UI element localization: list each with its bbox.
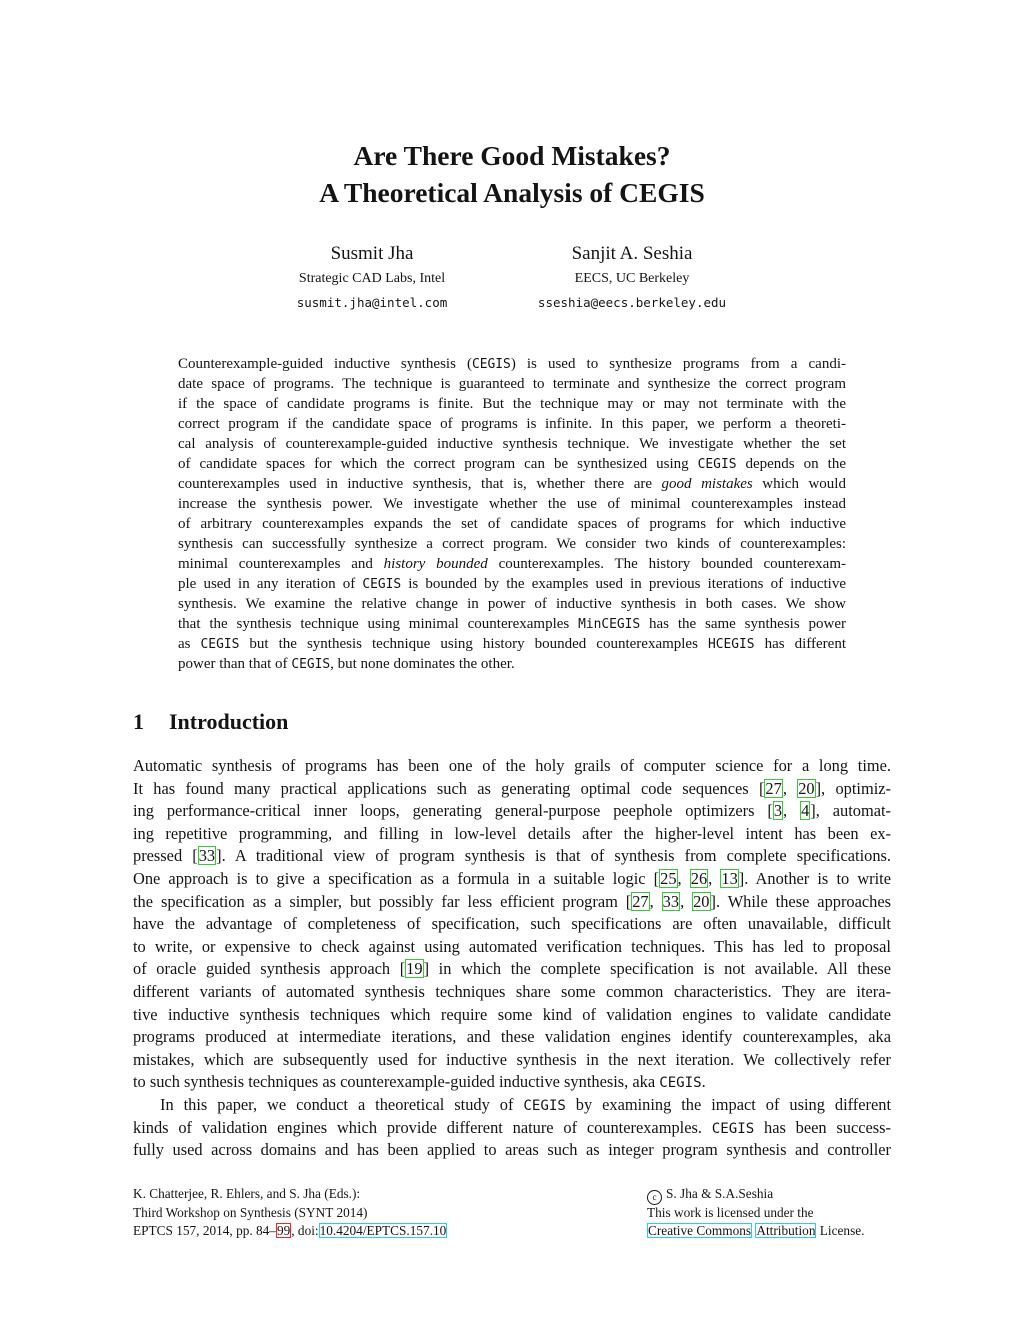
author-2-name: Sanjit A. Seshia <box>571 243 693 264</box>
copyright-icon: c <box>647 1190 662 1205</box>
body-line: In this paper, we conduct a theoretical study of CEGIS by examining the impact of using different <box>160 1095 891 1114</box>
doi-link[interactable]: 10.4204/EPTCS.157.10 <box>319 1223 447 1238</box>
body-line: the specification as a simpler, but possibly far less efficient program [27, 33, 20]. While these approaches <box>133 891 892 911</box>
body-line: It has found many practical applications such as generating optimal code sequences [27, 20], optimiz- <box>133 778 891 798</box>
citation-link[interactable]: 3 <box>773 801 783 821</box>
abstract-line: minimal counterexamples and history bounded counterexamples. The history bounded counterexam- <box>178 556 846 572</box>
citation-link[interactable]: 25 <box>660 869 677 888</box>
section-number: 1 <box>133 709 144 734</box>
abstract-line: cal analysis of counterexample-guided inductive synthesis technique. We investigate whether the set <box>178 436 846 452</box>
footer-eptcs: EPTCS 157, 2014, pp. 84–99, doi:10.4204/EPTCS.157.10 <box>133 1223 447 1238</box>
abstract-line: of arbitrary counterexamples expands the set of candidate spaces of programs for which inductive <box>178 516 846 532</box>
body-line: different variants of automated synthesis techniques share some common characteristics. They are itera- <box>133 982 891 1001</box>
paper-title-line-1: Are There Good Mistakes? <box>353 140 671 171</box>
body-line: mistakes, which are subsequently used for inductive synthesis in the next iteration. We collectively refer <box>133 1049 891 1069</box>
abstract-line: ple used in any iteration of CEGIS is bounded by the examples used in previous iterations of inductive <box>178 576 846 592</box>
paper-title-line-2: A Theoretical Analysis of CEGIS <box>319 177 705 208</box>
abstract-line: that the synthesis technique using minimal counterexamples MinCEGIS has the same synthesis power <box>178 616 846 632</box>
body-line: One approach is to give a specification as a formula in a suitable logic [25, 26, 13]. Another is to write <box>133 869 891 888</box>
section-heading <box>133 708 288 736</box>
footer-editors: K. Chatterjee, R. Ehlers, and S. Jha (Eds.): <box>133 1186 361 1201</box>
abstract-line: if the space of candidate programs is finite. But the technique may or may not terminate with the <box>178 396 846 412</box>
footer-license-link-line: Creative Commons Attribution License. <box>648 1223 865 1238</box>
author-1-affiliation: Strategic CAD Labs, Intel <box>298 271 446 286</box>
body-line: to write, or expensive to check against using automated verification techniques. This has led to proposal <box>133 936 891 956</box>
citation-link[interactable]: 13 <box>721 869 738 888</box>
abstract-line: of candidate spaces for which the correct program can be synthesized using CEGIS depends on the <box>178 456 846 472</box>
citation-link[interactable]: 4 <box>801 801 810 821</box>
citation-link[interactable]: 26 <box>690 869 708 888</box>
attribution-link[interactable]: Attribution <box>756 1223 816 1238</box>
citation-link[interactable]: 19 <box>406 959 423 979</box>
author-1-name: Susmit Jha <box>330 243 414 264</box>
abstract-line: as CEGIS but the synthesis technique using history bounded counterexamples HCEGIS has different <box>178 636 847 652</box>
body-line: fully used across domains and has been applied to areas such as integer program synthesis and controller <box>133 1140 891 1160</box>
abstract-line: counterexamples used in inductive synthesis, that is, whether there are good mistakes which would <box>178 476 846 492</box>
section-title: Introduction <box>169 709 289 734</box>
citation-link[interactable]: 20 <box>798 778 815 798</box>
abstract-line: Counterexample-guided inductive synthesis (CEGIS) is used to synthesize programs from a candi- <box>178 356 846 372</box>
footer-workshop: Third Workshop on Synthesis (SYNT 2014) <box>133 1205 368 1220</box>
abstract-line: increase the synthesis power. We investigate whether the use of minimal counterexamples instead <box>178 496 846 512</box>
abstract-line: correct program if the candidate space of programs is infinite. In this paper, we perform a theoreti- <box>178 416 846 432</box>
abstract-line: power than that of CEGIS, but none dominates the other. <box>178 656 515 672</box>
abstract-line: synthesis can successfully synthesize a correct program. We consider two kinds of counterexamples: <box>178 536 846 552</box>
citation-link[interactable]: 27 <box>765 778 782 798</box>
creative-commons-link[interactable]: Creative Commons <box>648 1223 752 1238</box>
citation-link[interactable]: 33 <box>662 891 680 911</box>
body-line: ing performance-critical inner loops, generating general-purpose peephole optimizers [3, 4], automat- <box>133 801 891 821</box>
citation-link[interactable]: 33 <box>198 846 216 866</box>
body-line: of oracle guided synthesis approach [19] in which the complete specification is not available. All these <box>133 959 891 979</box>
body-line: kinds of validation engines which provide different nature of counterexamples. CEGIS has been success- <box>133 1117 891 1137</box>
body-line: tive inductive synthesis techniques which require some kind of validation engines to validate candidate <box>133 1004 891 1024</box>
body-line: pressed [33]. A traditional view of program synthesis is that of synthesis from complete specifications. <box>133 846 892 866</box>
footer-license-text: This work is licensed under the <box>647 1205 814 1220</box>
abstract-line: synthesis. We examine the relative change in power of inductive synthesis in both cases. We show <box>178 596 846 612</box>
citation-link[interactable]: 20 <box>693 891 710 911</box>
body-line: programs produced at intermediate iterations, and these validation engines identify counterexamples, aka <box>133 1027 891 1047</box>
author-2-email[interactable]: sseshia@eecs.berkeley.edu <box>537 295 727 310</box>
body-line: Automatic synthesis of programs has been one of the holy grails of computer science for a long time. <box>133 756 891 775</box>
citation-link[interactable]: 27 <box>632 891 649 911</box>
last-page-link[interactable]: 99 <box>276 1223 291 1238</box>
abstract-line: date space of programs. The technique is guaranteed to terminate and synthesize the correct program <box>178 376 846 392</box>
author-1-email[interactable]: susmit.jha@intel.com <box>296 295 448 310</box>
body-line: have the advantage of completeness of specification, such specifications are often unavailable, difficult <box>133 914 891 934</box>
author-2-affiliation: EECS, UC Berkeley <box>574 271 690 286</box>
body-line: to such synthesis techniques as counterexample-guided inductive synthesis, aka CEGIS. <box>133 1072 706 1092</box>
footer-copyright: c S. Jha & S.A.Seshia <box>647 1185 773 1205</box>
body-line: ing repetitive programming, and filling in low-level details after the higher-level intent has been ex- <box>133 823 891 843</box>
